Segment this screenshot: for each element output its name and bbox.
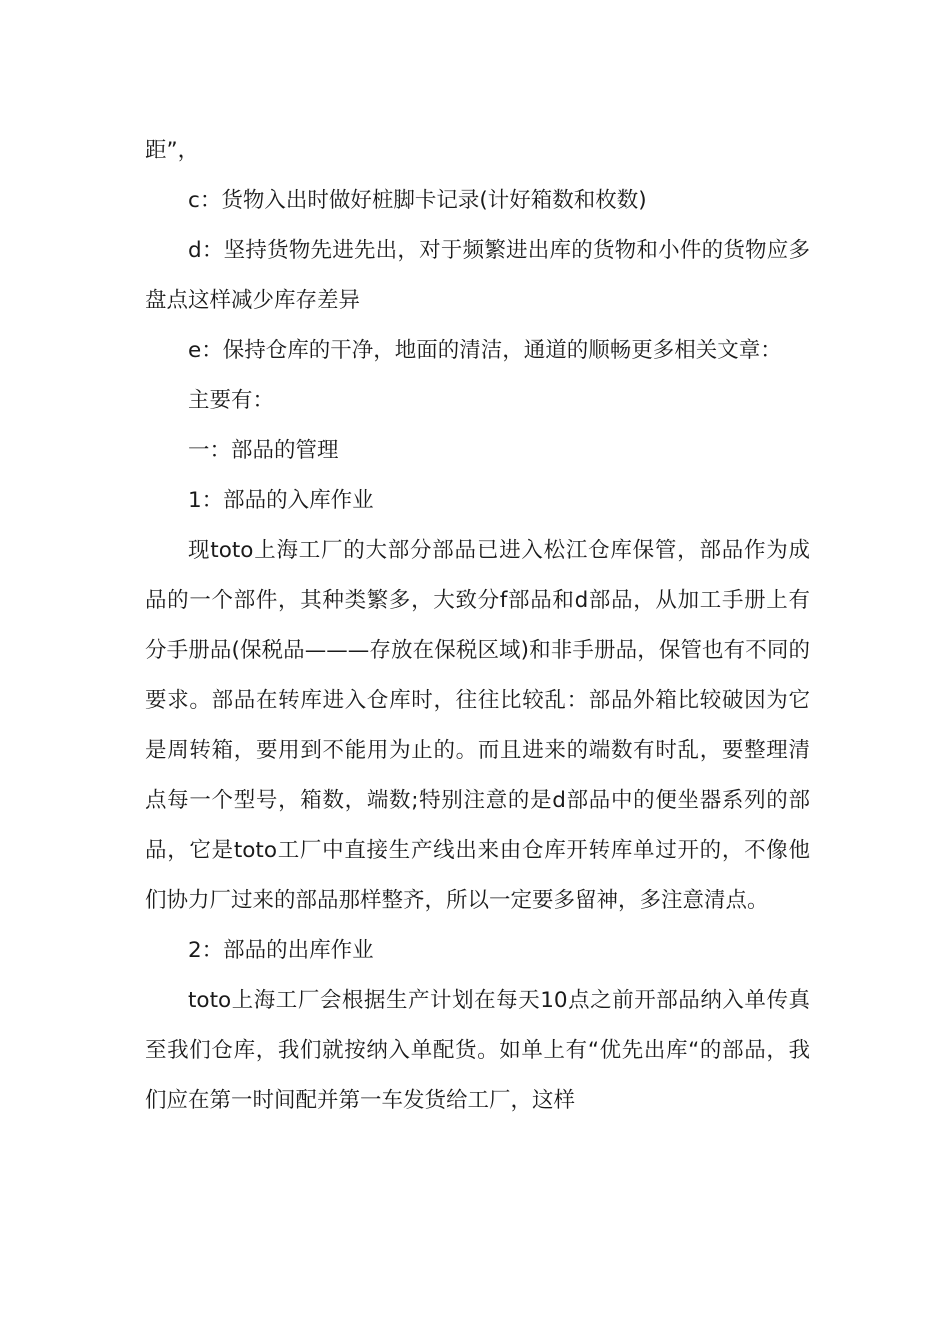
paragraph-continuation: 距”， [145,138,200,163]
document-body [145,126,810,1126]
paragraph-inbound-details: 现toto上海工厂的大部分部品已进入松江仓库保管，部品作为成品的一个部件，其种类繁多，大致分f部品和d部品，从加工手册上有分手册品(保税品———存放在保税区域)和非手册品，保管也有不同的要求。部品在转库进入仓库时，往往比较乱：部品外箱比较破因为它是周转箱，要用到不能用为止的。而且进来的端数有时乱，要整理清点每一个型号，箱数，端数;特别注意的是d部品中的便坐器系列的部品，它是toto工厂中直接生产线出来由仓库开转库单过开的，不像他们协力厂过来的部品那样整齐，所以一定要多留神，多注意清点。 [145,538,810,913]
subsection-heading-inbound: 1：部品的入库作业 [188,488,374,513]
section-heading-parts-management: 一：部品的管理 [188,438,339,463]
paragraph-main-points: 主要有： [188,388,275,413]
paragraph-outbound-details: toto上海工厂会根据生产计划在每天10点之前开部品纳入单传真至我们仓库，我们就按纳入单配货。如单上有“优先出库“的部品，我们应在第一时间配并第一车发货给工厂，这样 [145,988,810,1113]
paragraph-item-e: e：保持仓库的干净，地面的清洁，通道的顺畅更多相关文章： [188,338,782,363]
paragraph-item-c: c：货物入出时做好桩脚卡记录(计好箱数和枚数) [188,188,647,213]
paragraph-item-d: d：坚持货物先进先出，对于频繁进出库的货物和小件的货物应多盘点这样减少库存差异 [145,238,810,313]
subsection-heading-outbound: 2：部品的出库作业 [188,938,374,963]
